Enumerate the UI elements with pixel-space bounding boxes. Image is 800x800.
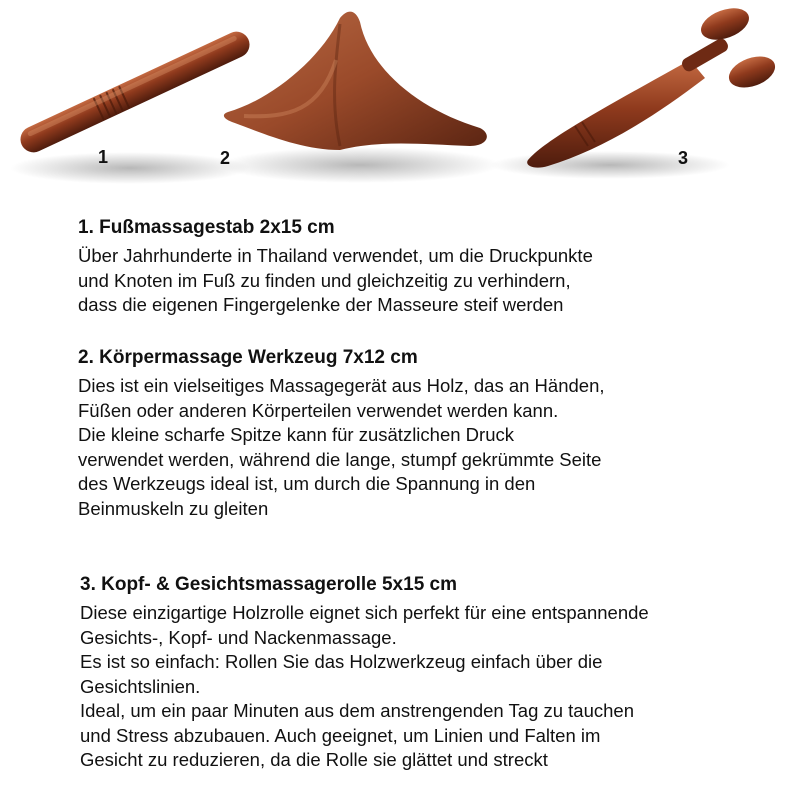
massage-stick-image [10, 27, 254, 184]
section-line: und Knoten im Fuß zu finden und gleichzeitig zu verhindern, [78, 269, 571, 291]
section-line: Die kleine scharfe Spitze kann für zusätzlichen Druck [78, 424, 514, 445]
roller-massage-tool-image [490, 2, 779, 179]
section-line: Füßen oder anderen Körperteilen verwendet werden kann. [78, 399, 559, 421]
section-body-massage-tool [78, 346, 798, 521]
section-line: und Stress abzubauen. Auch geeignet, um Linien und Falten im [80, 724, 601, 746]
section-foot-massage-stick [78, 216, 798, 318]
product-illustrations [0, 0, 800, 200]
product-number-1: 1 [98, 147, 109, 167]
section-line: Gesicht zu reduzieren, da die Rolle sie glättet und streckt [80, 749, 548, 770]
section-line: Ideal, um ein paar Minuten aus dem anstrengenden Tag zu tauchen [80, 700, 635, 721]
section-title: 3. Kopf- & Gesichtsmassagerolle 5x15 cm [80, 574, 457, 595]
section-face-roller [80, 573, 800, 773]
section-line: verwendet werden, während die lange, stumpf gekrümmte Seite [78, 448, 602, 470]
section-line: Über Jahrhunderte in Thailand verwendet, um die Druckpunkte [78, 245, 593, 266]
section-line: Es ist so einfach: Rollen Sie das Holzwerkzeug einfach über die [80, 651, 603, 672]
section-line: Gesichtslinien. [80, 675, 201, 697]
product-number-3: 3 [678, 148, 689, 168]
section-title: 2. Körpermassage Werkzeug 7x12 cm [78, 347, 418, 368]
product-images [0, 0, 800, 200]
product-number-2: 2 [220, 148, 231, 168]
section-line: Gesichts-, Kopf- und Nackenmassage. [80, 626, 397, 648]
section-line: dass die eigenen Fingergelenke der Masseure steif werden [78, 294, 564, 315]
section-title: 1. Fußmassagestab 2x15 cm [78, 217, 335, 238]
section-line: des Werkzeugs ideal ist, um durch die Spannung in den [78, 473, 536, 494]
section-line: Beinmuskeln zu gleiten [78, 497, 269, 519]
section-line: Dies ist ein vielseitiges Massagegerät aus Holz, das an Händen, [78, 375, 605, 396]
section-line: Diese einzigartige Holzrolle eignet sich perfekt für eine entspannende [80, 602, 649, 623]
triangular-massage-tool-image [220, 12, 500, 183]
